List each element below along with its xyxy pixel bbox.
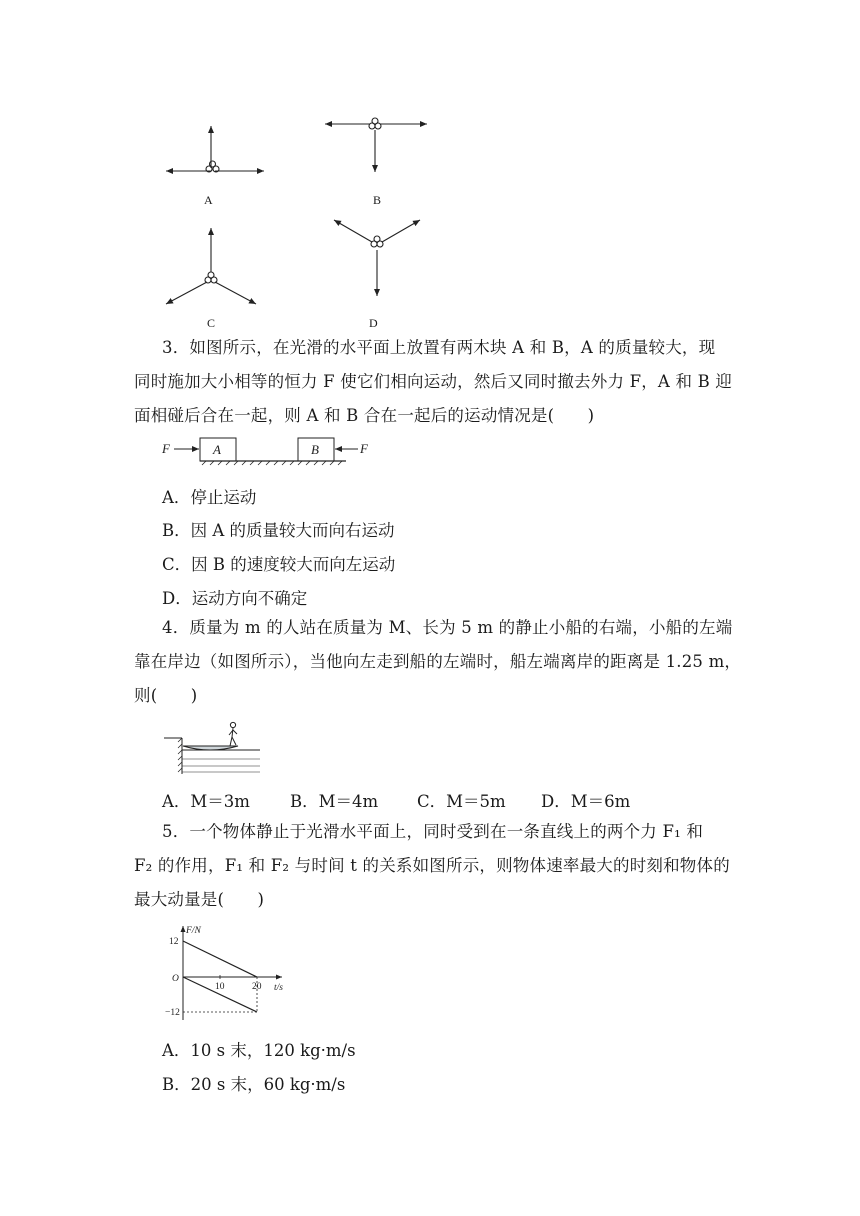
diagram-c <box>166 228 256 304</box>
q3-line-1: 3．如图所示，在光滑的水平面上放置有两木块 A 和 B，A 的质量较大，现 <box>162 338 716 357</box>
q5-option-a: A．10 s 末，120 kg·m/s <box>162 1041 356 1060</box>
graph-ytick-12: 12 <box>169 937 179 947</box>
q4-option-b: B．M＝4m <box>290 792 379 811</box>
boat-figure <box>160 718 270 776</box>
q3-line-2: 同时施加大小相等的恒力 F 使它们相向运动，然后又同时撤去外力 F，A 和 B 迎 <box>134 372 733 391</box>
q4-line-1: 4．质量为 m 的人站在质量为 M、长为 5 m 的静止小船的右端，小船的左端 <box>162 618 733 637</box>
q3-option-d: D．运动方向不确定 <box>162 589 308 608</box>
graph-ytick-neg12: −12 <box>165 1008 180 1018</box>
graph-xtick-20: 20 <box>252 982 262 992</box>
force-label-left: F <box>162 441 170 456</box>
q4-line-3: 则( ) <box>134 686 198 705</box>
graph-origin: O <box>172 974 179 984</box>
q4-option-a: A．M＝3m <box>162 792 250 811</box>
graph-xtick-10: 10 <box>215 982 225 992</box>
q4-line-2: 靠在岸边（如图所示），当他向左走到船的左端时，船左端离岸的距离是 1.25 m， <box>134 652 742 671</box>
diagram-d <box>334 220 420 296</box>
block-a-label: A <box>213 442 221 457</box>
force-label-right: F <box>360 441 368 456</box>
diagram-label-c: C <box>207 316 216 330</box>
diagram-label-a: A <box>204 193 213 207</box>
graph-ylabel: F/N <box>186 926 201 936</box>
graph-xlabel: t/s <box>274 983 283 993</box>
q3-line-3: 面相碰后合在一起，则 A 和 B 合在一起后的运动情况是( ) <box>134 406 595 425</box>
diagram-label-b: B <box>373 193 382 207</box>
q4-option-d: D．M＝6m <box>541 792 631 811</box>
q3-option-b: B．因 A 的质量较大而向右运动 <box>162 521 395 540</box>
blocks-figure <box>160 432 380 468</box>
q3-option-c: C．因 B 的速度较大而向左运动 <box>162 555 396 574</box>
force-diagrams <box>0 0 860 340</box>
q5-option-b: B．20 s 末，60 kg·m/s <box>162 1075 346 1094</box>
block-b-label: B <box>311 442 319 457</box>
diagram-a <box>166 126 264 172</box>
q5-line-3: 最大动量是( ) <box>134 890 265 909</box>
q5-line-2: F₂ 的作用，F₁ 和 F₂ 与时间 t 的关系如图所示，则物体速率最大的时刻和物体的 <box>134 856 730 875</box>
diagram-label-d: D <box>369 316 378 330</box>
q5-line-1: 5．一个物体静止于光滑水平面上，同时受到在一条直线上的两个力 F₁ 和 <box>162 822 704 841</box>
q4-option-c: C．M＝5m <box>417 792 506 811</box>
force-time-graph <box>160 922 300 1024</box>
diagram-b <box>325 118 427 172</box>
q3-option-a: A．停止运动 <box>162 488 257 507</box>
